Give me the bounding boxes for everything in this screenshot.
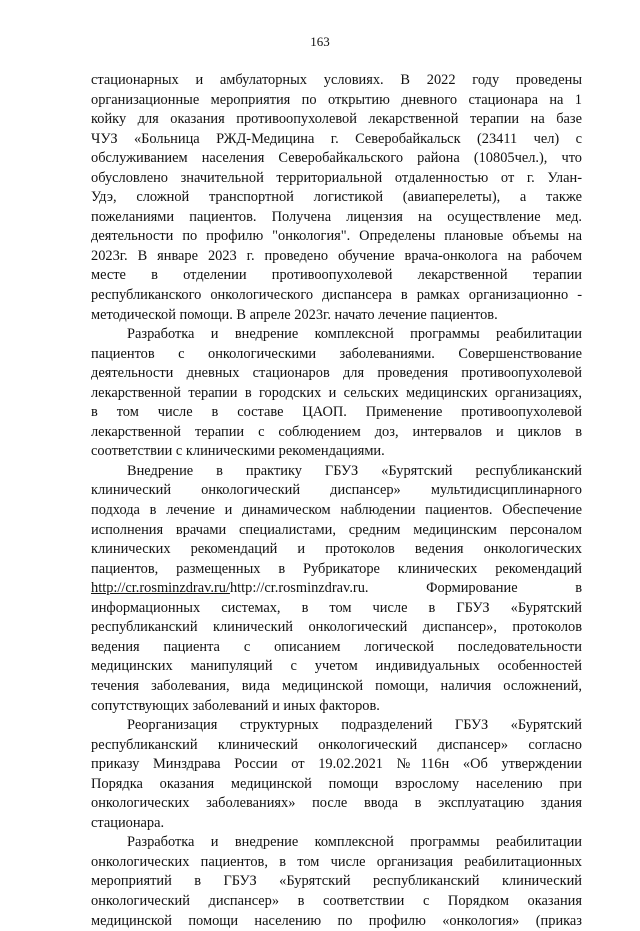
- text-line-with-link: [91, 579, 582, 599]
- text-line: республиканский клинический онкологический диспансер», протоколов: [91, 619, 582, 636]
- text-line: течения заболевания, вида медицинской помощи, наличия осложнений,: [91, 677, 582, 694]
- text-line: деятельности по профилю "онкология". Определены плановые объемы на: [91, 228, 582, 245]
- text-line: лекарственной терапии с соблюдением доз, интервалов и циклов в: [91, 423, 582, 440]
- document-body: [91, 71, 582, 931]
- text-line: стационарных и амбулаторных условиях. В 2022 году проведены: [91, 72, 582, 88]
- text-line: онкологический диспансер» в соответствии с Порядком оказания: [91, 892, 582, 909]
- text-line: пациентов, размещенных в Рубрикаторе клинических рекомендаций: [91, 560, 582, 577]
- text-line: стационара.: [91, 814, 165, 831]
- text-line: медицинской помощи населению по профилю «онкология» (приказ: [91, 912, 582, 929]
- link-text-plain: http://cr.rosminzdrav.ru.: [229, 580, 369, 597]
- paragraph: [91, 325, 582, 462]
- text-line: клинических рекомендаций и протоколов ведения онкологических: [91, 541, 582, 558]
- text-line: республиканский клинический онкологический диспансер» согласно: [91, 736, 582, 753]
- text-line: ведения пациента с описанием логической последовательности: [91, 638, 582, 655]
- page-number: 163: [310, 34, 330, 49]
- text-line: исполнения врачами специалистами, средним медицинским персоналом: [91, 521, 582, 538]
- text-line: лекарственной терапии в городских и сельских медицинских организациях,: [91, 384, 582, 401]
- text-line: в том числе в составе ЦАОП. Применение противоопухолевой: [91, 404, 582, 421]
- paragraph: [91, 716, 582, 833]
- text-line: обусловлено значительной территориальной отдаленностью от г. Улан-: [91, 169, 582, 186]
- text-line: сопутствующих заболеваний и иных факторов.: [91, 697, 380, 714]
- text-line: организационные мероприятия по открытию дневного стационара на 1: [91, 91, 582, 108]
- text-line: методической помощи. В апреле 2023г. начато лечение пациентов.: [91, 306, 498, 323]
- text-line: онкологических заболеваниях» после ввода в эксплуатацию здания: [91, 795, 582, 812]
- text-line: информационных системах, в том числе в ГБУЗ «Бурятский: [91, 599, 582, 616]
- text-line: койку для оказания противоопухолевой лекарственной терапии на базе: [91, 111, 582, 128]
- text-line: ЧУЗ «Больница РЖД-Медицина г. Северобайкальск (23411 чел) с: [91, 130, 582, 147]
- paragraph: [91, 462, 582, 716]
- text-line: медицинских манипуляций с учетом индивидуальных особенностей: [91, 658, 582, 675]
- text-line: Реорганизация структурных подразделений ГБУЗ «Бурятский: [127, 717, 582, 734]
- line-word: в: [575, 580, 582, 597]
- text-line: онкологических пациентов, в том числе организация реабилитационных: [91, 853, 582, 870]
- line-word: Формирование: [426, 580, 518, 597]
- paragraph: [91, 71, 582, 325]
- text-line: 2023г. В январе 2023 г. проведено обучение врача-онколога на рабочем: [91, 247, 582, 264]
- text-line: клинический онкологический диспансер» мультидисциплинарного: [91, 482, 582, 499]
- text-line: пациентов с онкологическими заболеваниями. Совершенствование: [91, 345, 582, 362]
- text-line: деятельности дневных стационаров для проведения противоопухолевой: [91, 365, 582, 382]
- text-line: Разработка и внедрение комплексной программы реабилитации: [127, 834, 582, 851]
- text-line: подхода в лечение и динамическом наблюдении пациентов. Обеспечение: [91, 502, 582, 519]
- text-line: приказу Минздрава России от 19.02.2021 №116н «Об утверждении: [91, 756, 582, 773]
- paragraph: [91, 833, 582, 931]
- text-line: пожеланиями пациентов. Получена лицензия на осуществление мед.: [91, 208, 582, 225]
- text-line: соответствии с клиническими рекомендациями.: [91, 443, 385, 460]
- text-line: Разработка и внедрение комплексной программы реабилитации: [127, 326, 582, 343]
- text-line: обслуживанием населения Северобайкальского района (10805чел.), что: [91, 150, 582, 167]
- text-line: Удэ, сложной транспортной логистикой (авиаперелеты), а также: [91, 189, 582, 206]
- rubricator-link[interactable]: http://cr.rosminzdrav.ru/: [91, 580, 230, 597]
- text-line: месте в отделении противоопухолевой лекарственной терапии: [91, 267, 582, 284]
- text-line: республиканского онкологического диспансера в рамках организационно -: [91, 287, 582, 304]
- text-line: Внедрение в практику ГБУЗ «Бурятский республиканский: [127, 462, 582, 479]
- text-line: мероприятий в ГБУЗ «Бурятский республиканский клинический: [91, 873, 582, 890]
- text-line: Порядка оказания медицинской помощи взрослому населению при: [91, 775, 582, 792]
